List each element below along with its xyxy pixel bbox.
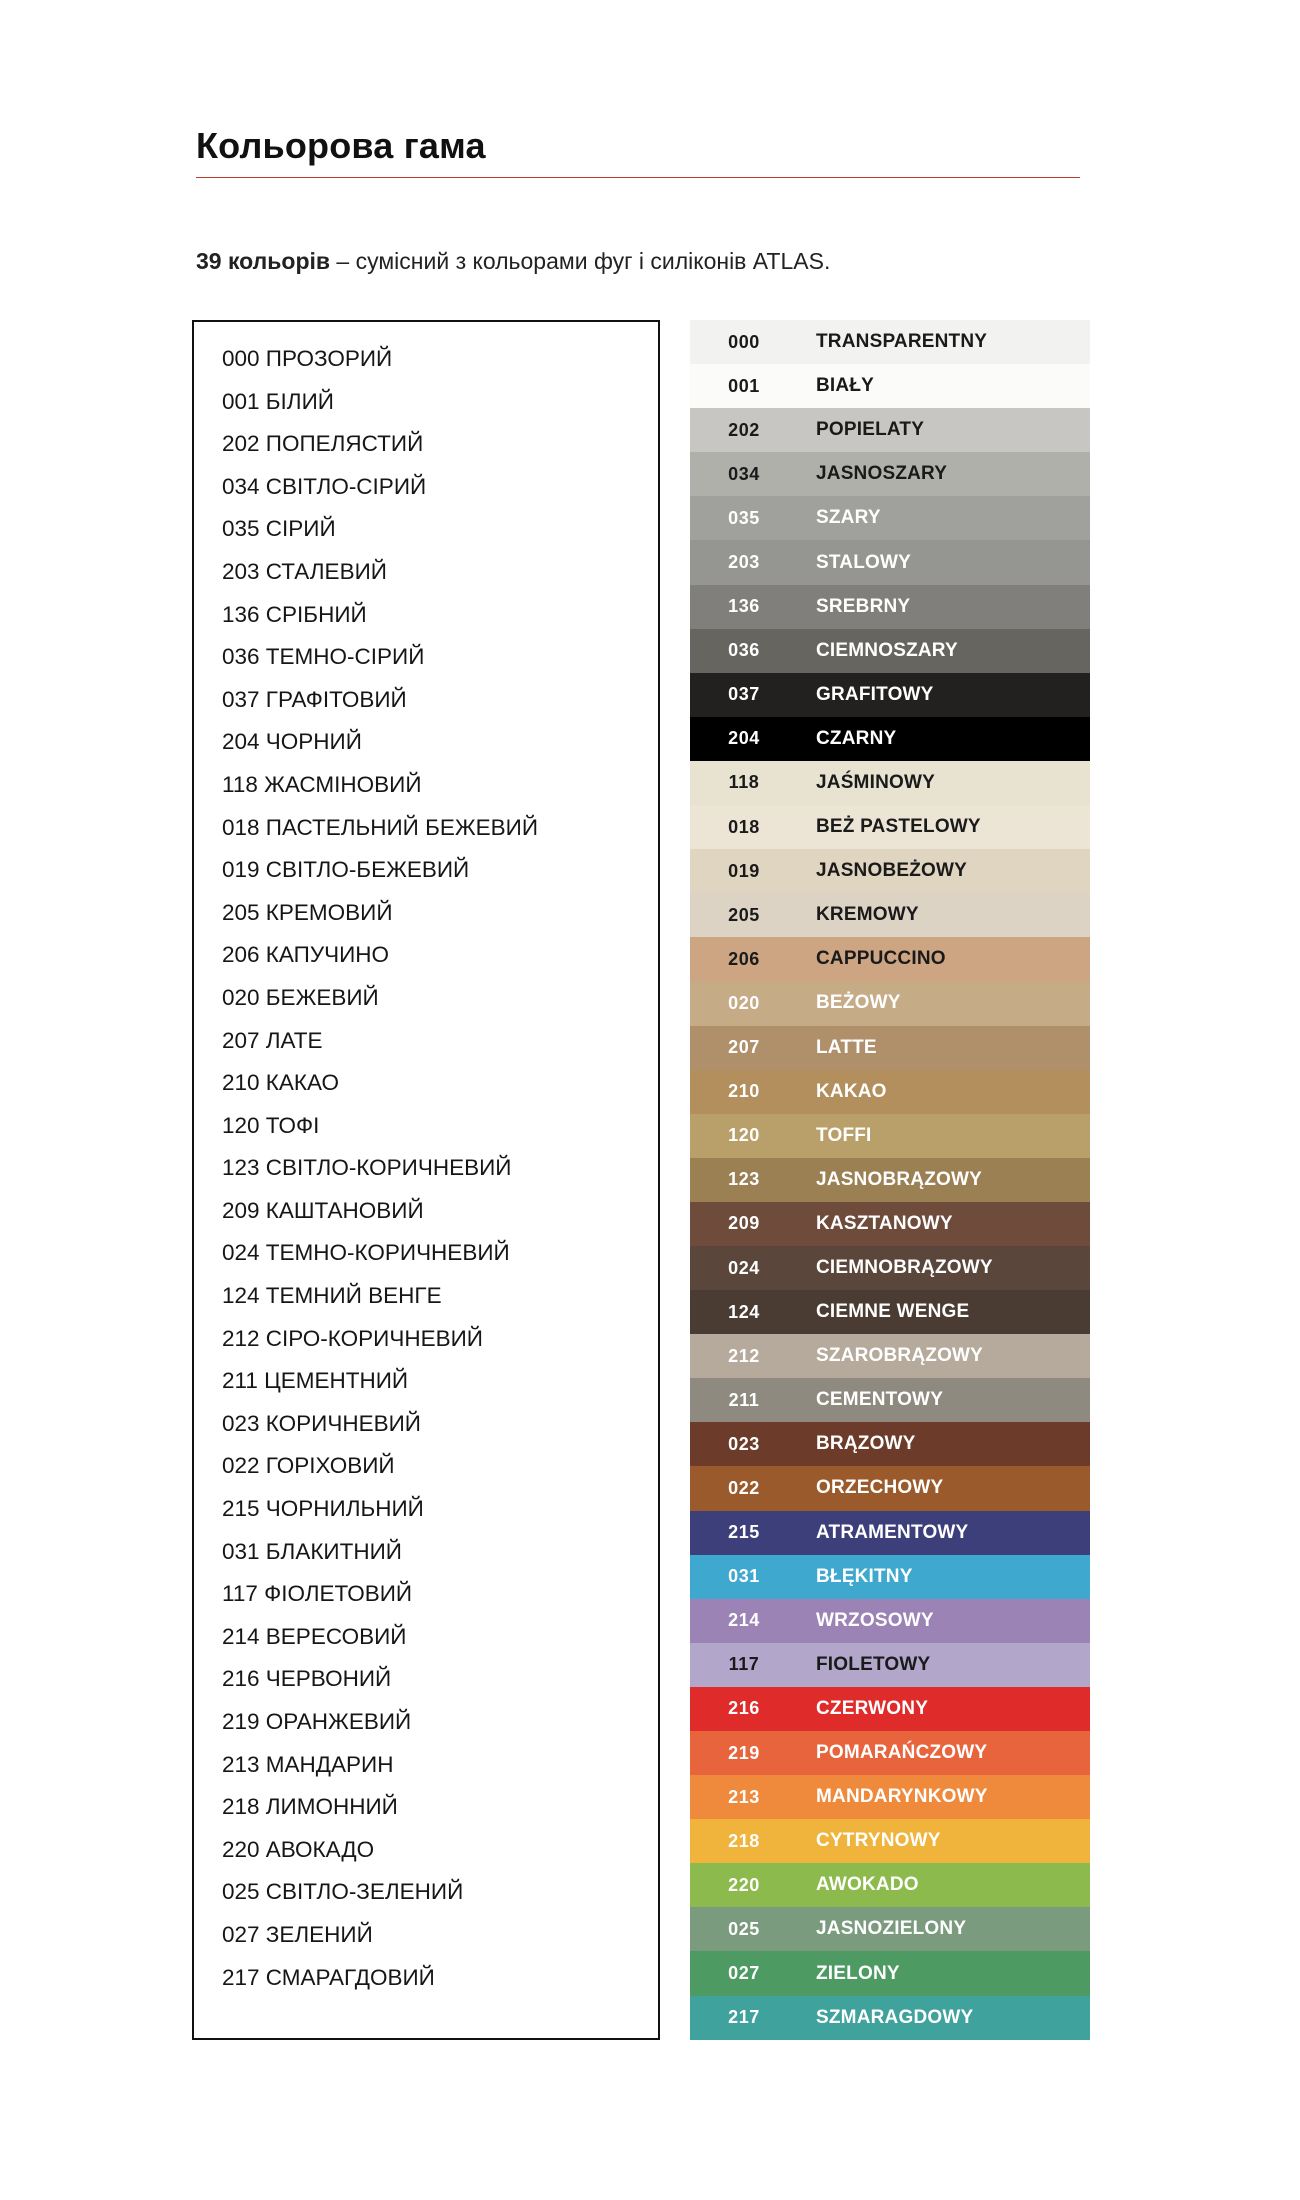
list-item: 218 ЛИМОННИЙ — [222, 1794, 398, 1820]
swatch-name: STALOWY — [816, 551, 911, 573]
title-underline-rule — [196, 177, 1080, 178]
swatch-code: 036 — [690, 629, 798, 673]
swatch-name: CEMENTOWY — [816, 1389, 944, 1411]
list-item: 037 ГРАФІТОВИЙ — [222, 686, 407, 712]
swatch-code: 205 — [690, 893, 798, 937]
swatch-code: 136 — [690, 585, 798, 629]
swatch-name: CZERWONY — [816, 1697, 929, 1719]
list-item: 117 ФІОЛЕТОВИЙ — [222, 1581, 413, 1607]
swatch-name: JASNOSZARY — [816, 463, 948, 485]
swatch-name: KAKAO — [816, 1080, 887, 1102]
swatch-code: 216 — [690, 1687, 798, 1731]
list-item: 025 СВІТЛО-ЗЕЛЕНИЙ — [222, 1879, 464, 1905]
table-row — [690, 1731, 1090, 1775]
list-item: 202 ПОПЕЛЯСТИЙ — [222, 431, 424, 457]
table-row — [690, 1070, 1090, 1114]
list-item: 213 МАНДАРИН — [222, 1751, 394, 1777]
swatch-code: 034 — [690, 452, 798, 496]
swatch-name: BEŻOWY — [816, 992, 901, 1014]
swatch-name: SREBRNY — [816, 595, 911, 617]
list-item: 210 КАКАО — [222, 1070, 340, 1096]
swatch-name: JAŚMINOWY — [816, 771, 935, 793]
table-row — [690, 1819, 1090, 1863]
list-item: 120 ТОФІ — [222, 1112, 320, 1138]
subtitle-text: – сумісний з кольорами фуг і силіконів ATLAS. — [330, 248, 831, 274]
table-row — [690, 1775, 1090, 1819]
list-item: 018 ПАСТЕЛЬНИЙ БЕЖЕВИЙ — [222, 814, 539, 840]
page-title: Кольорова гама — [196, 125, 486, 166]
list-item: 027 ЗЕЛЕНИЙ — [222, 1921, 373, 1947]
swatch-code: 124 — [690, 1290, 798, 1334]
swatch-code: 214 — [690, 1599, 798, 1643]
swatch-code: 000 — [690, 320, 798, 364]
swatch-name: JASNOBEŻOWY — [816, 860, 968, 882]
list-item: 036 ТЕМНО-СІРИЙ — [222, 644, 425, 670]
swatch-name: TRANSPARENTNY — [816, 331, 988, 353]
swatch-code: 219 — [690, 1731, 798, 1775]
table-row — [690, 1951, 1090, 1995]
swatch-code: 022 — [690, 1466, 798, 1510]
list-item: 136 СРІБНИЙ — [222, 601, 367, 627]
swatch-code: 001 — [690, 364, 798, 408]
swatch-name: MANDARYNKOWY — [816, 1786, 988, 1808]
swatch-code: 213 — [690, 1775, 798, 1819]
subtitle-count: 39 кольорів — [196, 248, 331, 274]
list-item: 000 ПРОЗОРИЙ — [222, 346, 393, 371]
swatch-name: ORZECHOWY — [816, 1477, 944, 1499]
swatch-name: CIEMNOBRĄZOWY — [816, 1257, 993, 1279]
table-row — [690, 629, 1090, 673]
list-item: 211 ЦЕМЕНТНИЙ — [222, 1368, 409, 1394]
list-item: 034 СВІТЛО-СІРИЙ — [222, 473, 427, 499]
swatch-code: 025 — [690, 1907, 798, 1951]
swatch-code: 212 — [690, 1334, 798, 1378]
swatch-name: TOFFI — [816, 1124, 872, 1146]
list-item: 023 КОРИЧНЕВИЙ — [222, 1410, 421, 1436]
swatch-code: 018 — [690, 805, 798, 849]
table-row — [690, 1290, 1090, 1334]
swatch-name: CIEMNOSZARY — [816, 639, 958, 661]
table-row — [690, 805, 1090, 849]
list-item: 219 ОРАНЖЕВИЙ — [222, 1709, 412, 1734]
list-item: 220 АВОКАДО — [222, 1836, 375, 1862]
swatch-code: 037 — [690, 673, 798, 717]
table-row — [690, 1026, 1090, 1070]
table-row — [690, 1511, 1090, 1555]
swatch-name: GRAFITOWY — [816, 683, 934, 705]
table-row — [690, 320, 1090, 364]
table-row — [690, 540, 1090, 584]
swatch-code: 220 — [690, 1863, 798, 1907]
swatch-code: 203 — [690, 540, 798, 584]
swatch-code: 027 — [690, 1951, 798, 1995]
table-row — [690, 1246, 1090, 1290]
list-item: 205 КРЕМОВИЙ — [222, 899, 393, 925]
table-row — [690, 364, 1090, 408]
swatch-code: 207 — [690, 1026, 798, 1070]
table-row — [690, 1996, 1090, 2040]
swatch-code: 215 — [690, 1511, 798, 1555]
table-row — [690, 408, 1090, 452]
list-item: 019 СВІТЛО-БЕЖЕВИЙ — [222, 857, 470, 883]
swatch-code: 020 — [690, 981, 798, 1025]
list-item: 124 ТЕМНИЙ ВЕНГЕ — [222, 1283, 442, 1309]
table-row — [690, 1466, 1090, 1510]
table-row — [690, 761, 1090, 805]
table-row — [690, 893, 1090, 937]
swatch-code: 123 — [690, 1158, 798, 1202]
table-row — [690, 849, 1090, 893]
table-row — [690, 1114, 1090, 1158]
list-item: 214 ВЕРЕСОВИЙ — [222, 1623, 407, 1649]
swatch-code: 218 — [690, 1819, 798, 1863]
table-row — [690, 496, 1090, 540]
table-row — [690, 673, 1090, 717]
table-row — [690, 1158, 1090, 1202]
swatch-name: SZMARAGDOWY — [816, 2006, 974, 2028]
swatch-name: ZIELONY — [816, 1962, 900, 1984]
swatch-name: AWOKADO — [816, 1874, 919, 1896]
swatch-name: JASNOBRĄZOWY — [816, 1168, 983, 1190]
swatch-name: CYTRYNOWY — [816, 1830, 941, 1852]
swatch-code: 217 — [690, 1996, 798, 2040]
swatch-name: CAPPUCCINO — [816, 948, 946, 970]
swatch-name: BIAŁY — [816, 375, 874, 397]
table-row — [690, 717, 1090, 761]
list-item: 118 ЖАСМІНОВИЙ — [222, 771, 422, 797]
swatch-name: CZARNY — [816, 727, 897, 749]
swatch-code: 204 — [690, 717, 798, 761]
list-item: 215 ЧОРНИЛЬНИЙ — [222, 1496, 424, 1522]
list-item: 204 ЧОРНИЙ — [222, 729, 362, 755]
list-item: 001 БІЛИЙ — [222, 388, 334, 414]
swatch-code: 202 — [690, 408, 798, 452]
swatch-code: 024 — [690, 1246, 798, 1290]
list-item: 020 БЕЖЕВИЙ — [222, 984, 379, 1010]
table-row — [690, 1863, 1090, 1907]
list-item: 206 КАПУЧИНО — [222, 942, 390, 968]
color-name-list — [192, 320, 660, 2040]
table-row — [690, 1599, 1090, 1643]
list-item: 123 СВІТЛО-КОРИЧНЕВИЙ — [222, 1155, 512, 1181]
list-item: 022 ГОРІХОВИЙ — [222, 1453, 395, 1479]
list-item: 035 СІРИЙ — [222, 516, 336, 542]
table-row — [690, 1378, 1090, 1422]
subtitle — [196, 248, 830, 275]
swatch-name: POMARAŃCZOWY — [816, 1742, 988, 1764]
list-item: 217 СМАРАГДОВИЙ — [222, 1964, 435, 1990]
swatch-code: 120 — [690, 1114, 798, 1158]
swatch-code: 210 — [690, 1070, 798, 1114]
swatch-name: KASZTANOWY — [816, 1212, 953, 1234]
swatch-name: BRĄZOWY — [816, 1433, 916, 1455]
table-row — [690, 937, 1090, 981]
swatch-code: 023 — [690, 1422, 798, 1466]
table-row — [690, 981, 1090, 1025]
swatch-name: SZARY — [816, 507, 881, 529]
list-item: 212 СІРО-КОРИЧНЕВИЙ — [222, 1325, 483, 1351]
table-row — [690, 585, 1090, 629]
list-item: 024 ТЕМНО-КОРИЧНЕВИЙ — [222, 1240, 510, 1266]
swatch-name: BEŻ PASTELOWY — [816, 816, 981, 838]
swatch-name: FIOLETOWY — [816, 1653, 931, 1675]
list-item: 203 СТАЛЕВИЙ — [222, 558, 387, 584]
color-swatch-table — [690, 320, 1090, 2040]
table-row — [690, 1202, 1090, 1246]
table-row — [690, 1687, 1090, 1731]
table-row — [690, 1643, 1090, 1687]
swatch-code: 211 — [690, 1378, 798, 1422]
table-row — [690, 452, 1090, 496]
list-item: 031 БЛАКИТНИЙ — [222, 1538, 402, 1564]
swatch-code: 209 — [690, 1202, 798, 1246]
title-block — [196, 125, 1080, 178]
table-row — [690, 1334, 1090, 1378]
swatch-name: KREMOWY — [816, 904, 919, 926]
swatch-code: 031 — [690, 1555, 798, 1599]
table-row — [690, 1422, 1090, 1466]
list-item: 209 КАШТАНОВИЙ — [222, 1197, 424, 1223]
list-item: 216 ЧЕРВОНИЙ — [222, 1666, 392, 1692]
swatch-name: POPIELATY — [816, 419, 925, 441]
swatch-code: 118 — [690, 761, 798, 805]
swatch-code: 019 — [690, 849, 798, 893]
swatch-code: 035 — [690, 496, 798, 540]
table-row — [690, 1555, 1090, 1599]
swatch-name: LATTE — [816, 1036, 877, 1058]
swatch-name: ATRAMENTOWY — [816, 1521, 969, 1543]
swatch-code: 206 — [690, 937, 798, 981]
swatch-code: 117 — [690, 1643, 798, 1687]
table-row — [690, 1907, 1090, 1951]
swatch-name: WRZOSOWY — [816, 1609, 934, 1631]
swatch-name: SZAROBRĄZOWY — [816, 1345, 984, 1367]
list-item: 207 ЛАТЕ — [222, 1027, 323, 1053]
swatch-name: CIEMNE WENGE — [816, 1301, 970, 1323]
swatch-name: BŁĘKITNY — [816, 1565, 913, 1587]
swatch-name: JASNOZIELONY — [816, 1918, 967, 1940]
